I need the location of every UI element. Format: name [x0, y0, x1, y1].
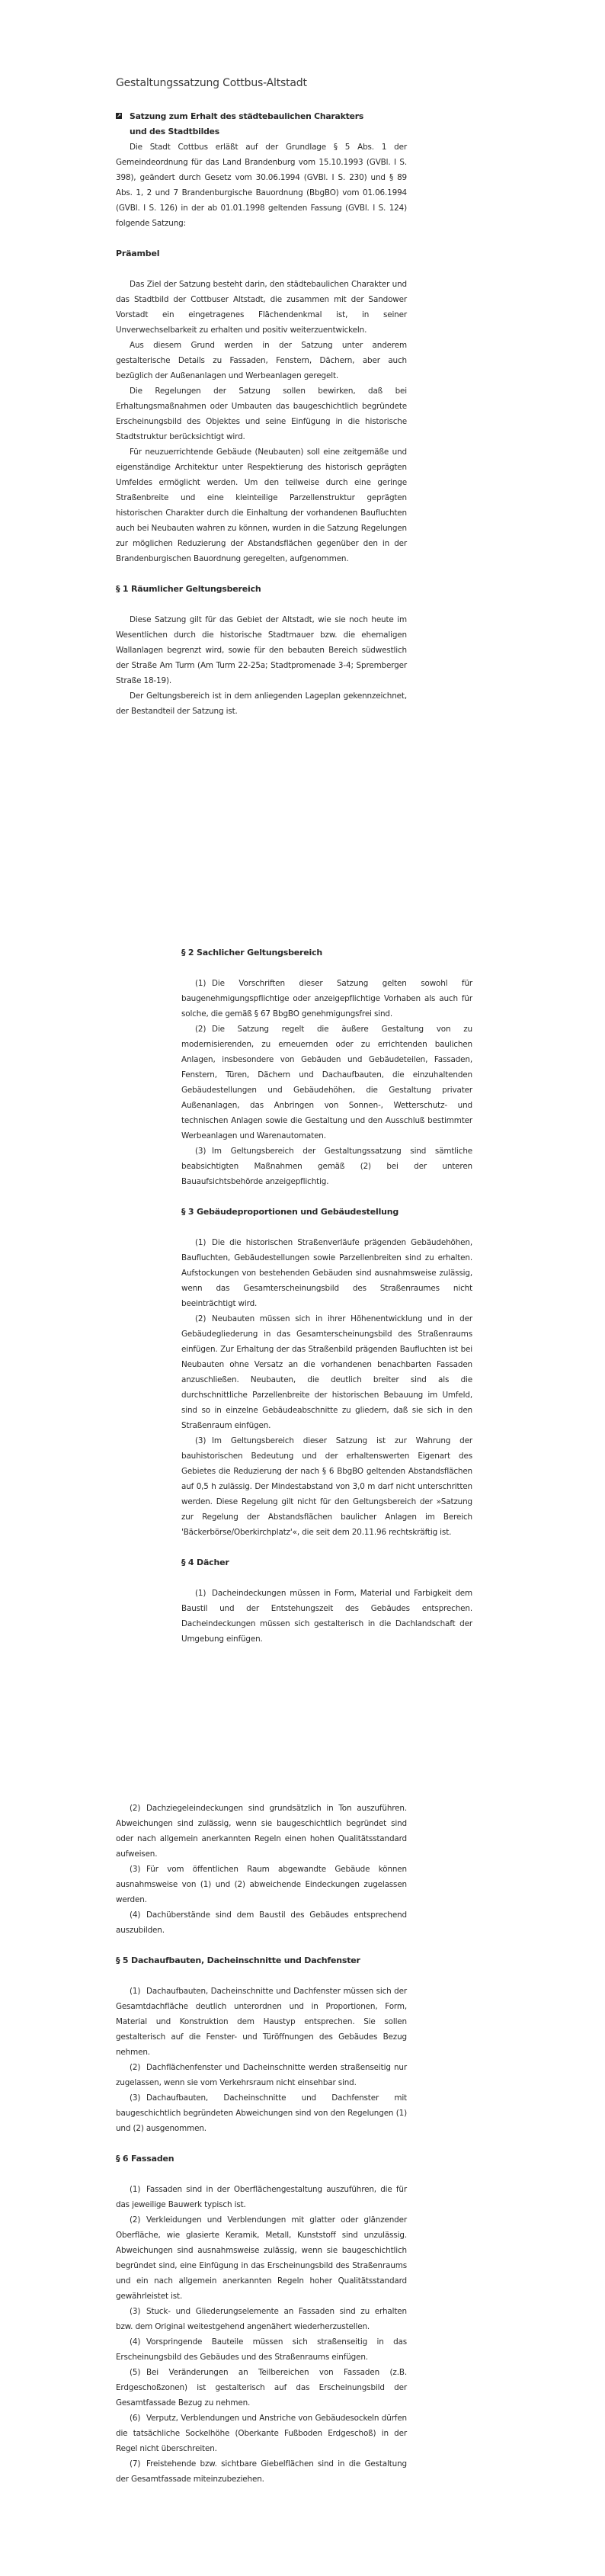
section-6-item: (4) Vorspringende Bauteile müssen sich straßenseitig in das Erscheinungsbild des Gebäudes und des Straßenraums einfügen.	[116, 2337, 407, 2362]
preamble-paragraph: Die Regelungen der Satzung sollen bewirken, daß bei Erhaltungsmaßnahmen oder Umbauten das baugeschichtlich begründete Erscheinungsbild des Objektes und seine Einfügung in die historische Stadtstruktur berücksichtigt wird.	[116, 387, 407, 441]
section-6-item: (2) Verkleidungen und Verblendungen mit glatter oder glänzender Oberfläche, wie glasierte Keramik, Metall, Kunststoff sind unzulässig. Abweichungen sind ausnahmsweise zulässig, wenn sie baugeschichtlich begründet sind, eine Einfügung in das Erscheinungsbild des Straßenraums und ein nach allgemein anerkannten Regeln hoher Qualitätsstandard gewährleistet ist.	[116, 2215, 407, 2301]
section-2-item: (3) Im Geltungsbereich der Gestaltungssatzung sind sämtliche beabsichtigten Maßnahmen gemäß (2) bei der unteren Bauaufsichtsbehörde anzeigepflichtig.	[181, 1147, 472, 1186]
intro-text: Die Stadt Cottbus erläßt auf der Grundlage § 5 Abs. 1 der Gemeindeordnung für das Land Brandenburg vom 15.10.1993 (GVBl. I S. 398), geändert durch Gesetz vom 30.06.1994 (GVBl. I S. 230) und § 89 Abs. 1, 2 und 7 Brandenburgische Bauordnung (BbgBO) vom 01.06.1994 (GVBl. I S. 126) in der ab 01.01.1998 geltenden Fassung (GVBl. I S. 124) folgende Satzung:	[116, 143, 407, 228]
intro-heading-line-2: und des Stadtbildes	[130, 127, 220, 136]
preamble-paragraph: Für neuzuerrichtende Gebäude (Neubauten) soll eine zeitgemäße und eigenständige Architektur unter Respektierung des historisch geprägten Umfeldes ermöglicht werden. Um den teilweise durch eine geringe Straßenbreite und eine kleinteilige Parzellenstruktur geprägten historischen Charakter durch die Einhaltung der vorhandenen Baufluchten auch bei Neubauten wahren zu können, wurden in die Satzung Regelungen zur möglichen Reduzierung der Abstandsflächen gegenüber den in der Brandenburgischen Bauordnung geregelten, aufgenommen.	[116, 448, 407, 563]
section-4-item: (2) Dachziegeleindeckungen sind grundsätzlich in Ton auszuführen. Abweichungen sind zulässig, wenn sie baugeschichtlich begründet sind oder nach allgemein anerkannten Regeln einen hohen Qualitätsstandard aufweisen.	[116, 1804, 407, 1859]
section-5-item: (1) Dachaufbauten, Dacheinschnitte und Dachfenster müssen sich der Gesamtdachfläche deutlich unterordnen und in Proportionen, Form, Material und Konstruktion dem Haustyp entsprechen. Sie sollen gestalterisch auf die Fenster- und Türöffnungen des Gebäudes Bezug nehmen.	[116, 1987, 407, 2057]
section-4-item: (4) Dachüberstände sind dem Baustil des Gebäudes entsprechend auszubilden.	[116, 1910, 407, 1935]
section-3-item: (2) Neubauten müssen sich in ihrer Höhenentwicklung und in der Gebäudegliederung in das Gesamterscheinungsbild des Straßenraums einfügen. Zur Erhaltung der das Straßenbild prägenden Baufluchten ist bei Neubauten ohne Versatz an die vorhandenen benachbarten Fassaden anzuschließen. Neubauten, die deutlich breiter sind als die durchschnittliche Parzellenbreite der historischen Bebauung im Umfeld, sind so in einzelne Gebäudeabschnitte zu gliedern, daß sie sich in den Straßenraum einfügen.	[181, 1314, 472, 1430]
section-4-heading: § 4 Dächer	[181, 1557, 229, 1567]
section-3-item: (3) Im Geltungsbereich dieser Satzung ist zur Wahrung der bauhistorischen Bedeutung und der erhaltenswerten Eigenart des Gebietes die Reduzierung der nach § 6 BbgBO geltenden Abstandsflächen auf 0,5 h zulässig. Der Mindestabstand von 3,0 m darf nicht unterschritten werden. Diese Regelung gilt nicht für den Geltungsbereich der »Satzung zur Regelung der Abstandsflächen baulicher Anlagen im Bereich 'Bäckerbörse/Oberkirchplatz'«, die seit dem 20.11.96 rechtskräftig ist.	[181, 1436, 472, 1537]
section-1-heading: § 1 Räumlicher Geltungsbereich	[116, 584, 261, 594]
section-2-heading: § 2 Sachlicher Geltungsbereich	[181, 948, 323, 958]
section-6-heading: § 6 Fassaden	[116, 2154, 174, 2164]
intro-heading-line-1: Satzung zum Erhalt des städtebaulichen Charakters	[130, 111, 364, 121]
document-title: Gestaltungssatzung Cottbus-Altstadt	[116, 77, 307, 89]
page-2-column	[181, 945, 472, 1647]
section-3-heading: § 3 Gebäudeproportionen und Gebäudestellung	[181, 1207, 399, 1217]
section-1-paragraph: Der Geltungsbereich ist in dem anliegenden Lageplan gekennzeichnet, der Bestandteil der Satzung ist.	[116, 691, 407, 716]
section-4-item: (3) Für vom öffentlichen Raum abgewandte Gebäude können ausnahmsweise von (1) und (2) abweichende Eindeckungen zugelassen werden.	[116, 1865, 407, 1904]
intro-heading	[116, 109, 407, 140]
section-3-item: (1) Die die historischen Straßenverläufe prägenden Gebäudehöhen, Baufluchten, Gebäudestellungen sowie Parzellenbreiten sind zu erhalten. Aufstockungen von bestehenden Gebäuden sind ausnahmsweise zulässig, wenn das Gesamterscheinungsbild des Straßenraumes nicht beeinträchtigt wird.	[181, 1238, 472, 1308]
section-6-item: (5) Bei Veränderungen an Teilbereichen von Fassaden (z.B. Erdgeschoßzonen) ist gestalterisch auf das Erscheinungsbild der Gesamtfassade Bezug zu nehmen.	[116, 2368, 407, 2408]
preamble-paragraph: Das Ziel der Satzung besteht darin, den städtebaulichen Charakter und das Stadtbild der Cottbuser Altstadt, die zusammen mit der Sandower Vorstadt ein eingetragenes Flächendenkmal ist, in seiner Unverwechselbarkeit zu erhalten und positiv weiterzuentwickeln.	[116, 280, 407, 335]
section-2-item: (2) Die Satzung regelt die äußere Gestaltung von zu modernisierenden, zu erneuernden oder zu errichtenden baulichen Anlagen, insbesondere von Gebäuden und Gebäudeteilen, Fassaden, Fenstern, Türen, Dächern und Dachaufbauten, die einzuhaltenden Gebäudestellungen und Gebäudehöhen, die Gestaltung privater Außenanlagen, das Anbringen von Sonnen-, Wetterschutz- und technischen Anlagen sowie die Gestaltung und den Ausschluß bestimmter Werbeanlagen und Warenautomaten.	[181, 1025, 472, 1140]
section-5-item: (3) Dachaufbauten, Dacheinschnitte und Dachfenster mit baugeschichtlich begründeten Abweichungen sind von den Regelungen (1) und (2) ausgenommen.	[116, 2093, 407, 2133]
section-1-paragraph: Diese Satzung gilt für das Gebiet der Altstadt, wie sie noch heute im Wesentlichen durch die historische Stadtmauer bzw. die ehemaligen Wallanlagen begrenzt wird, sowie für den bebauten Bereich südwestlich der Straße Am Turm (Am Turm 22-25a; Stadtpromenade 3-4; Spremberger Straße 18-19).	[116, 615, 407, 685]
section-5-item: (2) Dachflächenfenster und Dacheinschnitte werden straßenseitig nur zugelassen, wenn sie vom Verkehrsraum nicht einsehbar sind.	[116, 2063, 407, 2087]
section-6-item: (1) Fassaden sind in der Oberflächengestaltung auszuführen, die für das jeweilige Bauwerk typisch ist.	[116, 2185, 407, 2209]
section-5-heading: § 5 Dachaufbauten, Dacheinschnitte und Dachfenster	[116, 1955, 360, 1965]
preamble-paragraph: Aus diesem Grund werden in der Satzung unter anderem gestalterische Details zu Fassaden, Fenstern, Dächern, aber auch bezüglich der Außenanlagen und Werbeanlagen geregelt.	[116, 341, 407, 380]
section-6-item: (6) Verputz, Verblendungen und Anstriche von Gebäudesockeln dürfen die tatsächliche Sockelhöhe (Oberkante Fußboden Erdgeschoß) in der Regel nicht überschreiten.	[116, 2414, 407, 2453]
preamble-heading: Präambel	[116, 249, 160, 258]
section-6-item: (7) Freistehende bzw. sichtbare Giebelflächen sind in die Gestaltung der Gesamtfassade miteinzubeziehen.	[116, 2459, 407, 2484]
boxed-arrow-icon: ↗	[117, 113, 121, 119]
section-2-item: (1) Die Vorschriften dieser Satzung gelten sowohl für baugenehmigungspflichtige oder anzeigepflichtige Vorhaben als auch für solche, die gemäß § 67 BbgBO genehmigungsfrei sind.	[181, 979, 472, 1019]
page-1-column	[116, 109, 407, 719]
section-6-item: (3) Stuck- und Gliederungselemente an Fassaden sind zu erhalten bzw. dem Original weitestgehend angenähert wiederherzustellen.	[116, 2307, 407, 2331]
section-4-item: (1) Dacheindeckungen müssen in Form, Material und Farbigkeit dem Baustil und der Entstehungszeit des Gebäudes entsprechen. Dacheindeckungen müssen sich gestalterisch in die Dachlandschaft der Umgebung einfügen.	[181, 1589, 472, 1644]
page-3-column	[116, 1801, 407, 2487]
